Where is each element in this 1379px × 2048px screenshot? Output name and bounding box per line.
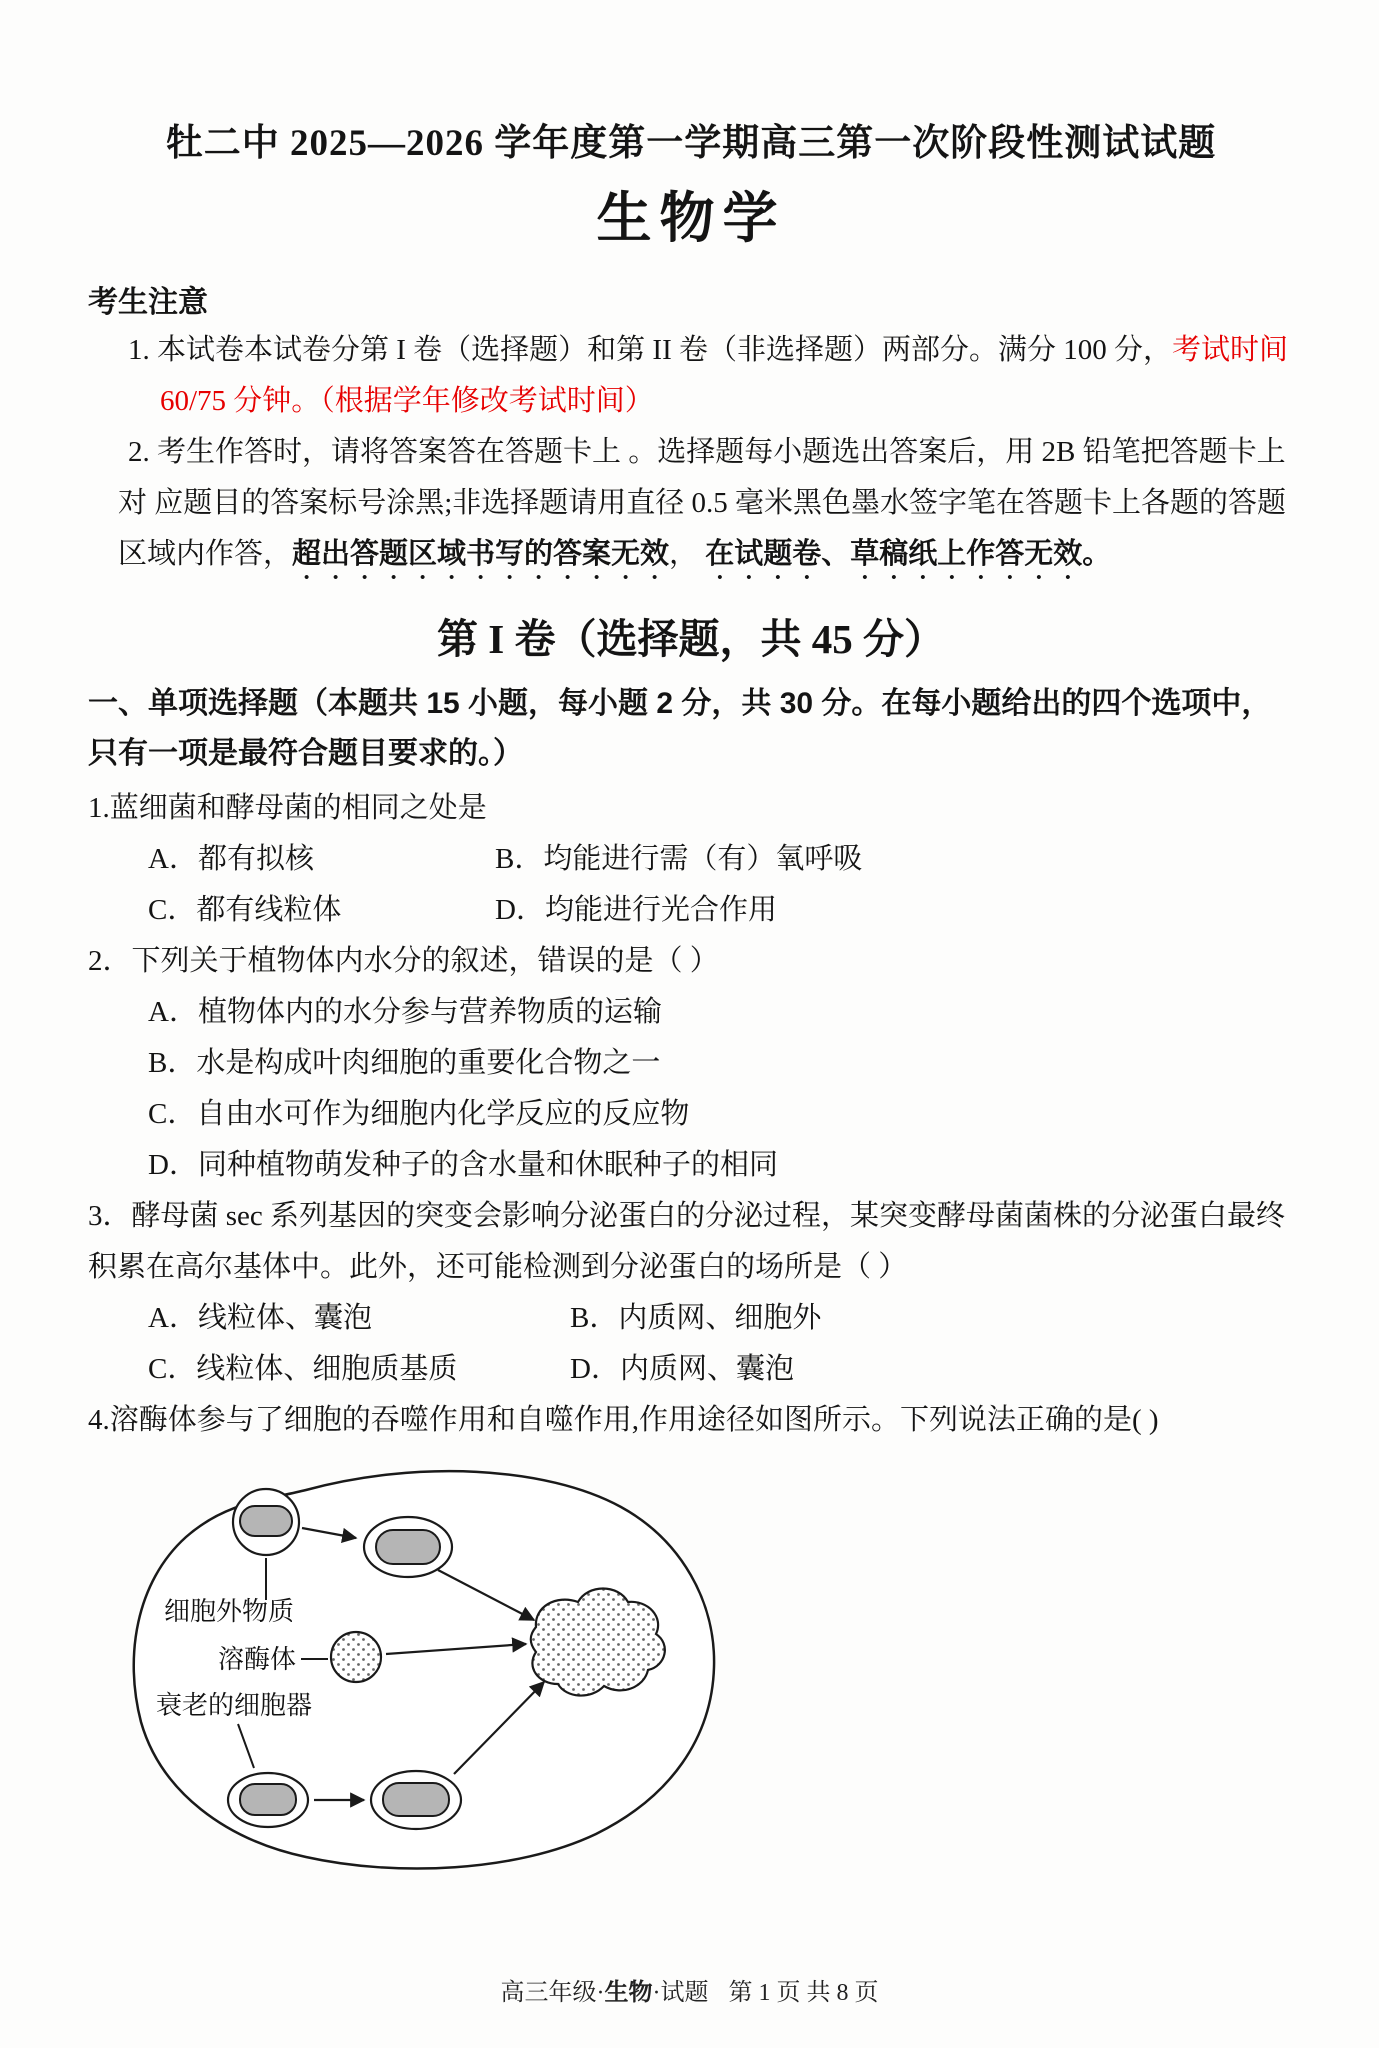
notice-item-2-separator: ， [669, 538, 706, 570]
question-4 [88, 1395, 1294, 1446]
footer-grade: 高三年级· [500, 1980, 605, 2006]
digestive-vacuole [531, 1589, 665, 1696]
question-2-stem: 2．下列关于植物体内水分的叙述，错误的是（ ） [88, 945, 719, 977]
notice-item-2 [88, 427, 1294, 586]
extracellular-material-particle-2 [376, 1530, 440, 1564]
question-1-options-row-1 [88, 834, 1294, 885]
question-1-stem: 1.蓝细菌和酵母菌的相同之处是 [88, 792, 487, 824]
footer-subject: 生物 [604, 1980, 653, 2006]
aging-organelle-particle-2 [383, 1783, 449, 1816]
aging-organelle-label: 衰老的细胞器 [156, 1690, 313, 1720]
question-1-option-c: C．都有线粒体 [148, 894, 342, 926]
section-1-title: 第 I 卷（选择题，共 45 分） [437, 616, 945, 662]
question-2 [88, 936, 1294, 1191]
aging-organelle-particle-1 [240, 1784, 296, 1815]
question-4-stem: 4.溶酶体参与了细胞的吞噬作用和自噬作用,作用途径如图所示。下列说法正确的是( ) [88, 1404, 1159, 1436]
question-3-options-row-2 [88, 1344, 1294, 1395]
question-1-option-d: D．均能进行光合作用 [495, 894, 777, 926]
question-1 [88, 783, 1294, 936]
question-2-option-a: A．植物体内的水分参与营养物质的运输 [148, 996, 662, 1028]
question-3 [88, 1191, 1294, 1395]
footer-suffix: ·试题 [652, 1980, 709, 2006]
notice-item-1-red-text: 考试时间 60/75 分钟。（根据学年修改考试时间） [160, 334, 1288, 417]
question-2-option-d: D．同种植物萌发种子的含水量和休眠种子的相同 [148, 1149, 778, 1181]
question-3-option-a: A．线粒体、囊泡 [148, 1302, 372, 1334]
question-2-option-c: C．自由水可作为细胞内化学反应的反应物 [148, 1098, 690, 1130]
section-1-instructions: 一、单项选择题（本题共 15 小题，每小题 2 分，共 30 分。在每小题给出的四个选项中，只有一项是最符合题目要求的。） [88, 687, 1272, 770]
question-1-option-b: B．均能进行需（有）氧呼吸 [495, 843, 863, 875]
question-3-stem: 3．酵母菌 sec 系列基因的突变会影响分泌蛋白的分泌过程，某突变酵母菌菌株的分泌蛋白最终积累在高尔基体中。此外，还可能检测到分泌蛋白的场所是（ ） [88, 1200, 1286, 1283]
notice-item-1-text: 1. 本试卷本试卷分第 I 卷（选择题）和第 II 卷（非选择题）两部分。满分 100 分， [128, 334, 1172, 366]
question-1-option-a: A．都有拟核 [148, 843, 314, 875]
extracellular-material-label: 细胞外物质 [164, 1596, 295, 1626]
notice-item-2-bold-1: 超出答题区域书写的答案无效 [292, 538, 670, 570]
exam-subject: 生物学 [596, 188, 786, 249]
question-2-option-b: B．水是构成叶肉细胞的重要化合物之一 [148, 1047, 661, 1079]
notice-heading: 考生注意 [88, 286, 208, 319]
lysosome-label: 溶酶体 [218, 1644, 297, 1674]
question-1-options-row-2 [88, 885, 1294, 936]
footer-page-number: 第 1 页 共 8 页 [728, 1980, 879, 2006]
question-3-option-b: B．内质网、细胞外 [570, 1302, 822, 1334]
question-3-options-row-1 [88, 1293, 1294, 1344]
page-footer [0, 1972, 1379, 2007]
exam-title: 牡二中 2025—2026 学年度第一学期高三第一次阶段性测试试题 [165, 123, 1217, 164]
lysosome-pathway-figure [116, 1452, 736, 1872]
lysosome [331, 1632, 381, 1682]
notice-item-1 [88, 325, 1294, 427]
notice-block [88, 277, 1294, 586]
page-content [88, 112, 1294, 1877]
lysosome-pathway-diagram [116, 1452, 1294, 1877]
extracellular-material-particle-1 [240, 1506, 292, 1536]
notice-item-2-bold-2: 在试题卷、草稿纸上作答无效。 [705, 538, 1112, 570]
question-3-option-c: C．线粒体、细胞质基质 [148, 1353, 458, 1385]
question-3-option-d: D．内质网、囊泡 [570, 1353, 794, 1385]
notice-item-2-text: 2. 考生作答时，请将答案答在答题卡上 。选择题每小题选出答案后，用 2B 铅笔把答题卡上对 应题目的答案标号涂黑;非选择题请用直径 0.5 毫米黑色墨水签字笔在答题卡上各题的答题区域内作答， [118, 436, 1287, 570]
